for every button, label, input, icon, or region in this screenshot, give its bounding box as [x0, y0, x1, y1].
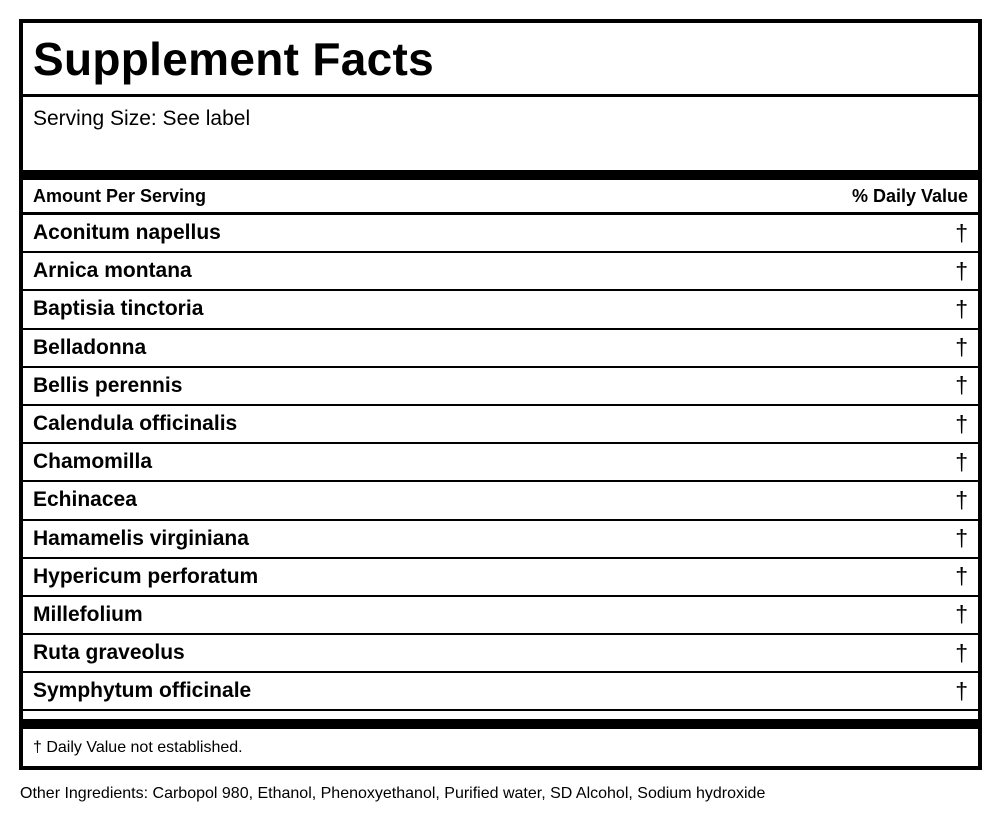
thick-divider [23, 170, 978, 180]
ingredient-name: Hypericum perforatum [33, 564, 259, 588]
ingredient-row [23, 482, 978, 520]
ingredient-daily-value: † [955, 219, 968, 246]
amount-per-serving-header: Amount Per Serving [33, 185, 207, 206]
ingredient-daily-value: † [955, 677, 968, 704]
ingredient-row [23, 597, 978, 635]
panel-title: Supplement Facts [23, 23, 978, 97]
ingredient-row [23, 406, 978, 444]
ingredient-daily-value: † [955, 334, 968, 361]
ingredient-name: Arnica montana [33, 259, 192, 283]
footnote: † Daily Value not established. [33, 739, 243, 757]
ingredient-name: Hamamelis virginiana [33, 526, 249, 550]
ingredient-daily-value: † [955, 639, 968, 666]
ingredient-row [23, 673, 978, 711]
other-ingredients: Other Ingredients: Carbopol 980, Ethanol, Phenoxyethanol, Purified water, SD Alcohol, Sodium hydroxide [20, 785, 766, 802]
ingredient-daily-value: † [955, 372, 968, 399]
ingredient-row [23, 444, 978, 482]
ingredient-name: Baptisia tinctoria [33, 297, 204, 321]
serving-size: Serving Size: See label [33, 107, 251, 130]
ingredient-daily-value: † [955, 486, 968, 513]
ingredient-daily-value: † [955, 525, 968, 552]
ingredient-name: Echinacea [33, 488, 137, 512]
ingredient-name: Ruta graveolus [33, 641, 185, 665]
ingredient-row [23, 368, 978, 406]
daily-value-header: % Daily Value [851, 185, 968, 206]
thick-divider-bottom [23, 719, 978, 729]
ingredient-row [23, 291, 978, 329]
ingredient-daily-value: † [955, 257, 968, 284]
ingredient-name: Bellis perennis [33, 373, 183, 397]
ingredient-daily-value: † [955, 410, 968, 437]
ingredient-row [23, 330, 978, 368]
ingredient-daily-value: † [955, 448, 968, 475]
ingredient-name: Chamomilla [33, 450, 153, 474]
ingredient-name: Symphytum officinale [33, 679, 252, 703]
ingredient-name: Aconitum napellus [33, 221, 221, 245]
ingredient-daily-value: † [955, 601, 968, 628]
ingredient-daily-value: † [955, 563, 968, 590]
ingredient-daily-value: † [955, 295, 968, 322]
ingredient-row [23, 635, 978, 673]
ingredient-row [23, 215, 978, 253]
ingredient-list [23, 215, 978, 711]
ingredient-name: Millefolium [33, 602, 143, 626]
supplement-facts-panel [19, 19, 982, 770]
ingredient-row [23, 521, 978, 559]
column-header-row [23, 180, 978, 215]
ingredient-row [23, 559, 978, 597]
ingredient-row [23, 253, 978, 291]
ingredient-name: Belladonna [33, 335, 147, 359]
ingredient-name: Calendula officinalis [33, 412, 238, 436]
